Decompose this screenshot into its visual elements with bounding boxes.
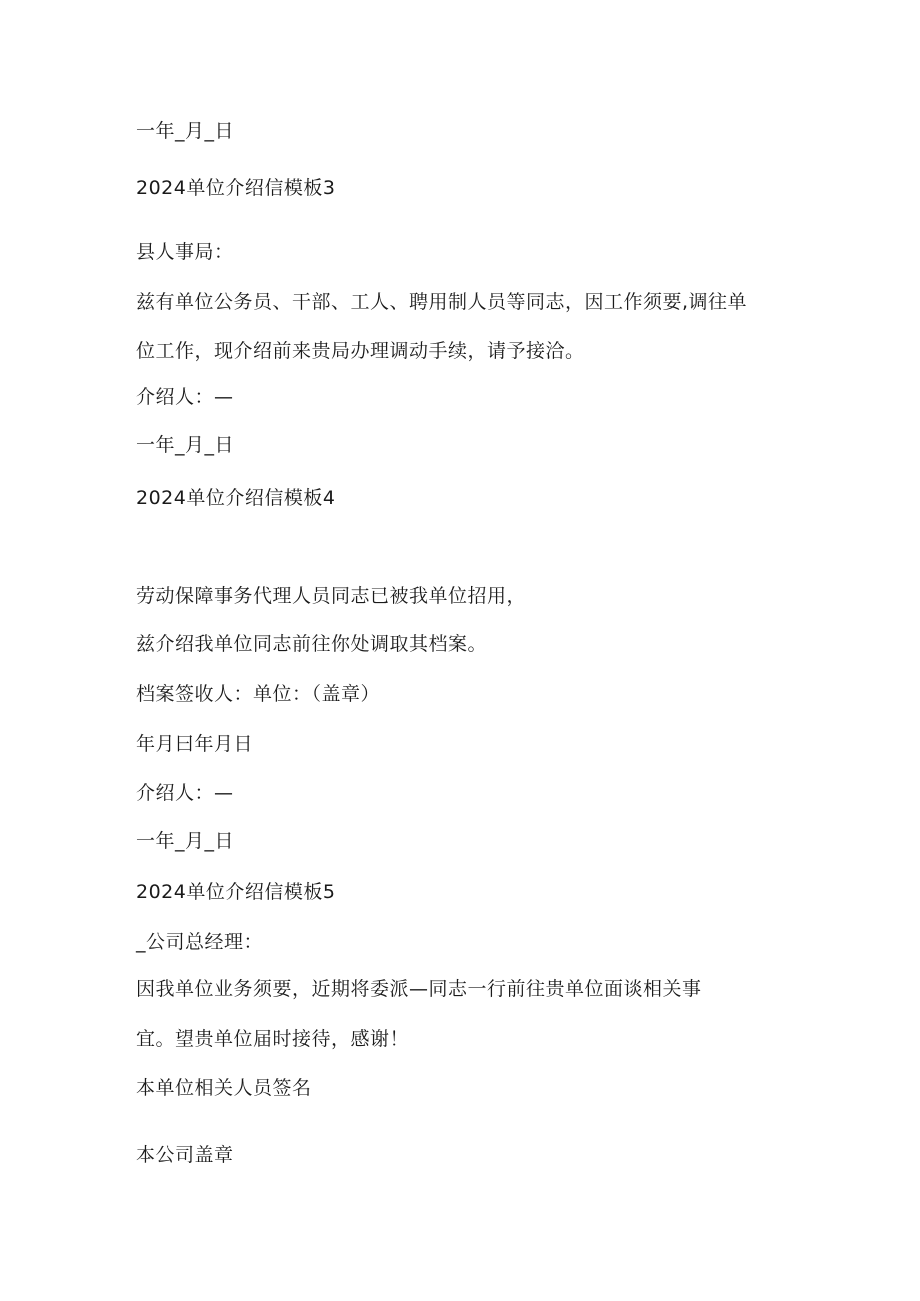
seal-line: 本公司盖章 [136, 1144, 234, 1166]
signature-line: 档案签收人：单位：（盖章） [136, 683, 381, 705]
date-line: 年月曰年月日 [136, 733, 254, 755]
date-line: 一年_月_日 [136, 830, 235, 852]
template-heading: 2024单位介绍信模板4 [136, 487, 336, 509]
date-line: 一年_月_日 [136, 120, 235, 142]
body-line: 兹介绍我单位同志前往你处调取其档案。 [136, 633, 488, 655]
date-line: 一年_月_日 [136, 434, 235, 456]
body-line: 兹有单位公务员、干部、工人、聘用制人员等同志，因工作须要,调往单 [136, 291, 748, 313]
signature-line: 本单位相关人员签名 [136, 1077, 312, 1099]
template-heading: 2024单位介绍信模板5 [136, 881, 336, 903]
body-line: 宜。望贵单位届时接待，感谢！ [136, 1028, 410, 1050]
template-heading: 2024单位介绍信模板3 [136, 177, 336, 199]
recipient-line: 县人事局： [136, 241, 234, 263]
introducer-line: 介绍人：— [136, 386, 234, 408]
body-line: 劳动保障事务代理人员同志已被我单位招用， [136, 585, 527, 607]
body-line: 因我单位业务须要，近期将委派—同志一行前往贵单位面谈相关事 [136, 978, 702, 1000]
introducer-line: 介绍人：— [136, 782, 234, 804]
body-line: 位工作，现介绍前来贵局办理调动手续，请予接洽。 [136, 340, 585, 362]
recipient-line: _公司总经理： [136, 931, 264, 953]
